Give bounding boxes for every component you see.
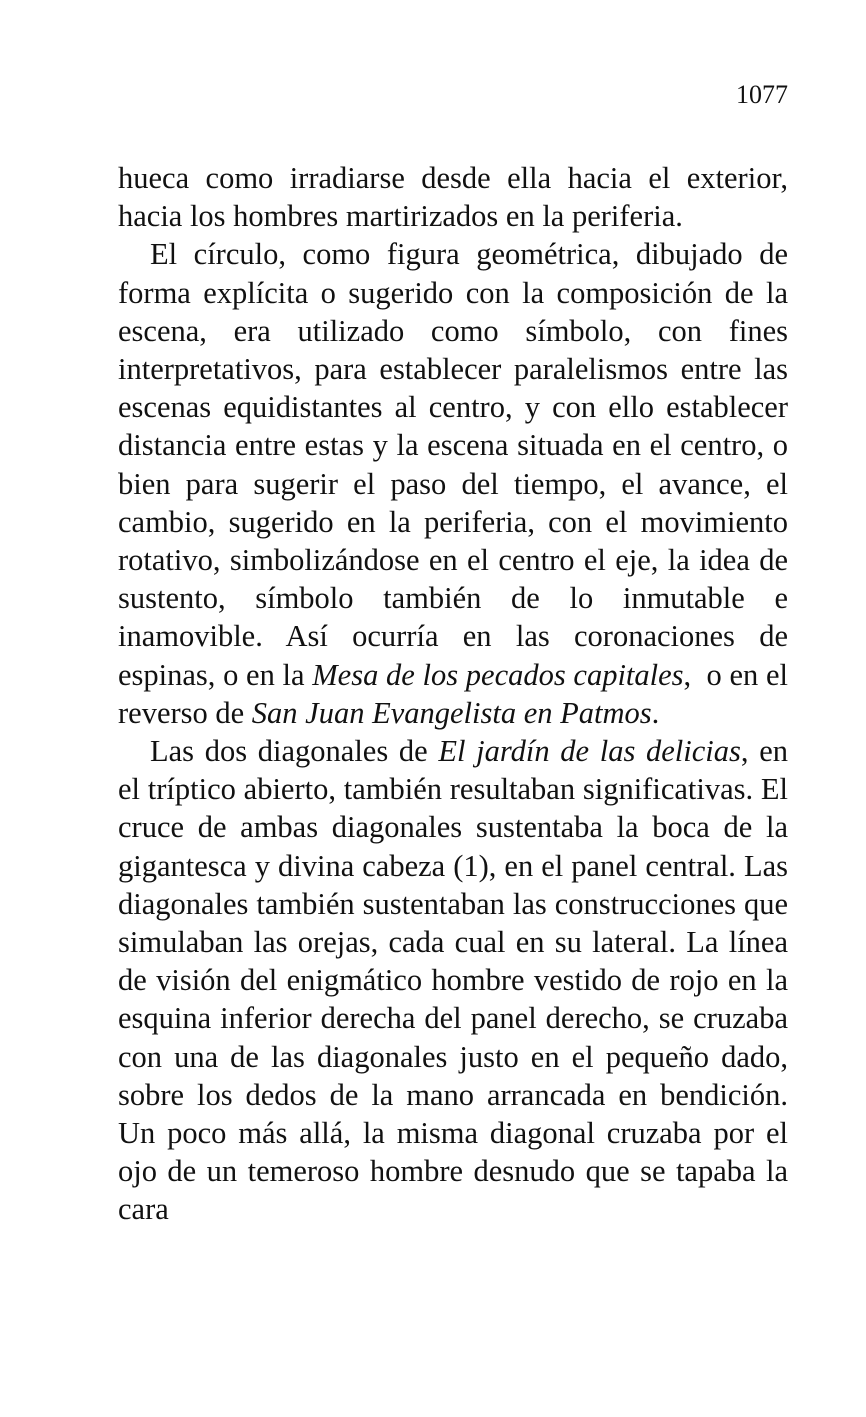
artwork-title: San Juan Evangelista en Patmos [251, 695, 652, 730]
page-number: 1077 [736, 80, 788, 109]
paragraph-1 [118, 159, 796, 235]
paragraph-text: hueca como irradiarse desde ella hacia el exterior, hacia los hombres martirizados en la periferia. [118, 161, 796, 234]
paragraph-text: . [651, 695, 660, 730]
artwork-title: El jardín de las delicias [438, 734, 741, 769]
paragraph-3 [118, 732, 796, 1229]
paragraph-text: , en el tríptico abierto, también resultaban significativas. El cruce de ambas diagonales sustentaba la boca de la gigantesca y divina cabeza (1), en el panel central. Las diagonales también sustentaban las construcciones que simulaban las orejas, cada cual en su lateral. La línea de visión del enigmático hombre vestido de rojo en la esquina inferior derecha del panel derecho, se cruzaba con una de las diagonales justo en el pequeño dado, sobre los dedos de la mano arrancada en bendición. Un poco más allá, la misma diagonal cruzaba por el ojo de un temeroso hombre desnudo que se tapaba la cara [118, 734, 796, 1227]
paragraph-text: El círculo, como figura geométrica, dibujado de forma explícita o sugerido con la composición de la escena, era utilizado como símbolo, con fines interpretativos, para establecer paralelismos entre las escenas equidistantes al centro, y con ello establecer distancia entre estas y la escena situada en el centro, o bien para sugerir el paso del tiempo, el avance, el cambio, sugerido en la periferia, con el movimiento rotativo, simbolizándose en el centro el eje, la idea de sustento, símbolo también de lo inmutable e inamovible. Así ocurría en las coronaciones de espinas, o en la [118, 237, 796, 692]
paragraph-text: , o en el reverso de [118, 657, 796, 730]
body-text [118, 159, 796, 1229]
artwork-title: Mesa de los pecados capitales [312, 657, 684, 692]
paragraph-text: Las dos diagonales de [150, 734, 439, 769]
paragraph-2 [118, 235, 796, 732]
